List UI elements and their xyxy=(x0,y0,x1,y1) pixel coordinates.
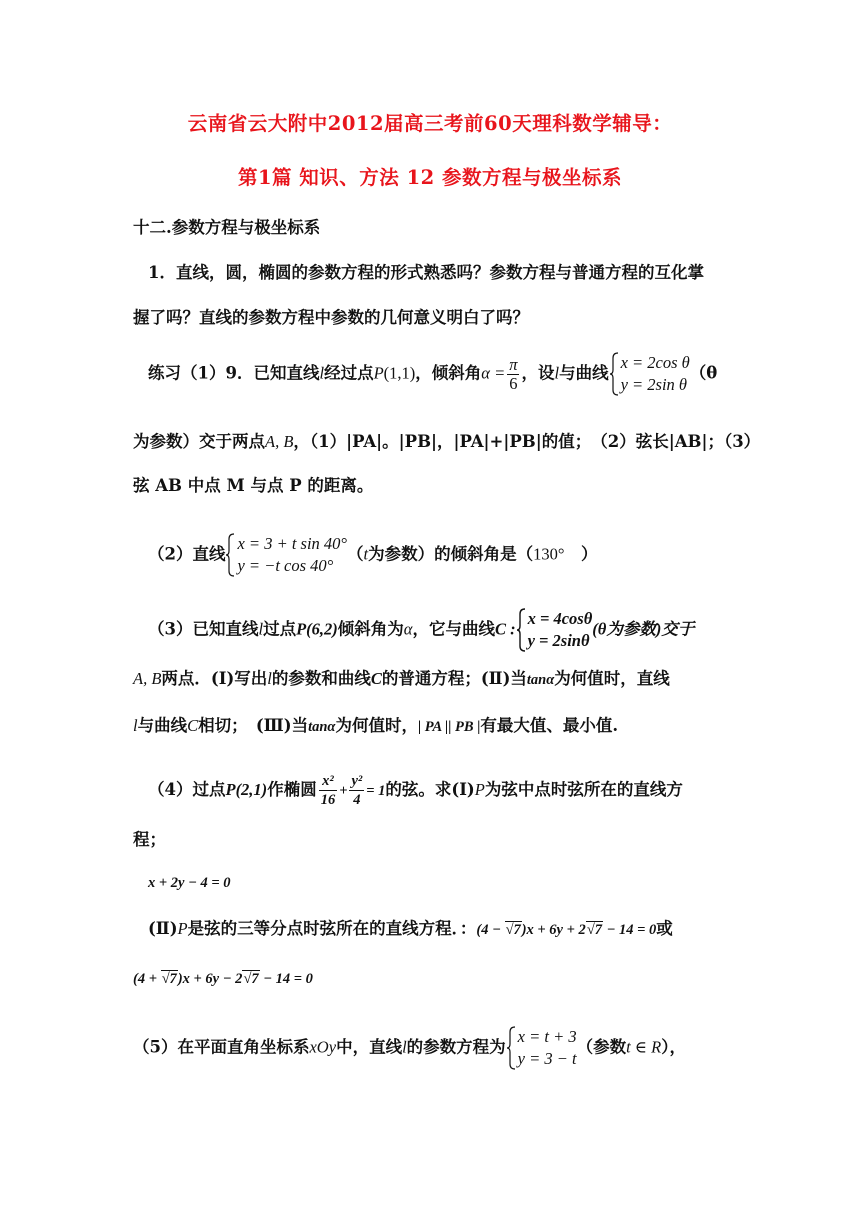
text: 为何值时， xyxy=(335,716,418,735)
doc-title-line1: 云南省云大附中2012届高三考前60天理科数学辅导： xyxy=(187,112,673,135)
fraction-x2-16 xyxy=(319,772,338,809)
exercise4-line2: 程； xyxy=(133,830,166,849)
math-tan: tanα xyxy=(308,719,336,735)
eq-part: − 14 = 0 xyxy=(602,922,657,938)
exercise1-line1 xyxy=(148,352,717,396)
system-row-1: x = 4cosθ xyxy=(527,609,593,628)
eq-part: (4 + xyxy=(133,971,161,987)
frac-den: 4 xyxy=(353,792,361,808)
doc-title-line2: 第1篇 知识、方法 12 参数方程与极坐标系 xyxy=(237,166,623,189)
exercise3-line2 xyxy=(133,667,670,692)
math-point: (1,1) xyxy=(383,363,416,383)
math-point: P(2,1) xyxy=(225,780,268,799)
text: 为参数）的倾斜角是（ xyxy=(368,544,534,564)
equation-system-line5 xyxy=(506,1026,577,1070)
fraction-y2-4 xyxy=(349,772,364,809)
brace-icon xyxy=(516,608,526,652)
brace-icon xyxy=(609,352,619,396)
math-AB: A, B xyxy=(265,432,294,451)
math-l: l xyxy=(133,716,138,735)
sqrt-7: √7 xyxy=(505,922,521,938)
exercise3-line1 xyxy=(148,608,694,652)
math-l: l xyxy=(258,619,264,639)
text: 的弦。求(Ⅰ) xyxy=(385,780,475,799)
math-C: C xyxy=(187,716,199,735)
item1-line2: 握了吗？直线的参数方程中参数的几何意义明白了吗？ xyxy=(133,308,529,327)
eq-part: )x + 6y + 2 xyxy=(521,922,586,938)
text: 相切； (Ⅲ)当 xyxy=(198,716,309,735)
exercise4-line1 xyxy=(148,772,683,809)
frac-den: 6 xyxy=(509,373,518,393)
math-plus: + xyxy=(339,783,348,799)
math-alpha: α = xyxy=(481,363,506,383)
system-row-2: y = −t cos 40° xyxy=(237,556,334,575)
exercise3-line3 xyxy=(133,714,618,739)
system-row-1: x = t + 3 xyxy=(517,1027,577,1046)
frac-num: y² xyxy=(351,773,363,789)
equation-system-line xyxy=(225,533,347,577)
exercise4-answer2 xyxy=(133,967,313,991)
equation-system-curve xyxy=(609,352,690,396)
system-row-1: x = 2cos θ xyxy=(620,353,690,372)
sqrt-7: √7 xyxy=(243,971,259,987)
system-row-1: x = 3 + t sin 40° xyxy=(237,534,348,553)
exercise4-line3 xyxy=(148,917,673,942)
text: （θ xyxy=(689,363,718,383)
math-l: l xyxy=(402,1037,407,1057)
answer-angle: 130° xyxy=(533,544,565,564)
text: ）， xyxy=(661,1037,686,1057)
text: 与曲线 xyxy=(137,716,188,735)
text: （参数 xyxy=(576,1037,627,1057)
text: 作椭圆 xyxy=(267,780,317,799)
text: （4）过点 xyxy=(148,780,226,799)
brace-icon xyxy=(506,1026,516,1070)
text: 有最大值、最小值. xyxy=(480,716,619,735)
text: 的参数和曲线 xyxy=(271,669,371,688)
text-param: (θ为参数)交于 xyxy=(592,619,695,639)
eq-part: − 14 = 0 xyxy=(259,971,313,987)
exercise5-line1 xyxy=(133,1026,686,1070)
text: ，倾斜角 xyxy=(415,363,482,383)
exercise4-answer1: x + 2y − 4 = 0 xyxy=(148,875,231,891)
math-l: l xyxy=(267,669,272,688)
system-row-2: y = 2sinθ xyxy=(527,631,590,650)
brace-icon xyxy=(225,533,235,577)
exercise1-line3: 弦 AB 中点 M 与点 P 的距离。 xyxy=(133,476,374,495)
math-C: C : xyxy=(494,619,516,639)
text: ，（1）|PA|。|PB|，|PA|+|PB|的值； （2）弦长|AB|；（3） xyxy=(293,432,761,451)
text: 的参数方程为 xyxy=(406,1037,506,1057)
math-P: P xyxy=(474,780,485,799)
text: (Ⅱ) xyxy=(148,919,178,938)
frac-num: π xyxy=(509,354,518,374)
item1-line1: 1．直线，圆，椭圆的参数方程的形式熟悉吗？参数方程与普通方程的互化掌 xyxy=(148,263,704,282)
math-xOy: xOy xyxy=(309,1037,337,1057)
eq-part: )x + 6y − 2 xyxy=(177,971,243,987)
text: （2）直线 xyxy=(148,544,226,564)
math-point: P(6,2) xyxy=(296,619,338,639)
text: 练习（1）9．已知直线 xyxy=(148,363,320,383)
text: 为何值时，直线 xyxy=(554,669,670,688)
math-expr: | PA || PB | xyxy=(417,719,481,735)
section-heading: 十二.参数方程与极坐标系 xyxy=(133,218,321,237)
text: （ xyxy=(347,544,364,564)
math-l: l xyxy=(554,363,560,383)
text: 过点 xyxy=(263,619,297,639)
frac-num: x² xyxy=(319,772,338,791)
answer-equation-1 xyxy=(476,921,656,938)
text: 的普通方程；(Ⅱ)当 xyxy=(381,669,527,688)
text: 是弦的三等分点时弦所在的直线方程．： xyxy=(187,919,477,938)
text: ，设 xyxy=(521,363,555,383)
math-AB: A, B xyxy=(133,669,162,688)
math-eq: = 1 xyxy=(366,783,386,799)
math-tan: tanα xyxy=(526,672,555,688)
system-row-2: y = 2sin θ xyxy=(620,375,688,394)
text: ，它与曲线 xyxy=(412,619,495,639)
math-alpha: α xyxy=(403,619,413,639)
text: 两点．(Ⅰ)写出 xyxy=(161,669,268,688)
text: 为参数）交于两点 xyxy=(133,432,265,451)
text: 为弦中点时弦所在的直线方 xyxy=(484,780,683,799)
math-l: l xyxy=(319,363,325,383)
text: 倾斜角为 xyxy=(337,619,404,639)
math-P: P xyxy=(373,363,384,383)
math-tR: t ∈ R xyxy=(626,1037,662,1057)
equation-system-ellipse xyxy=(516,608,593,652)
fraction-pi-6 xyxy=(507,356,519,393)
system-row-2: y = 3 − t xyxy=(517,1049,577,1068)
math-t: t xyxy=(363,544,369,564)
text: （5）在平面直角坐标系 xyxy=(133,1037,310,1057)
text: 与曲线 xyxy=(559,363,609,383)
exercise2-line xyxy=(148,533,597,577)
text: 中，直线 xyxy=(336,1037,403,1057)
eq-part: (4 − xyxy=(476,922,505,938)
text: ） xyxy=(564,544,598,564)
text: 经过点 xyxy=(324,363,374,383)
sqrt-7: √7 xyxy=(586,922,602,938)
frac-den: 16 xyxy=(320,792,336,808)
exercise1-line2 xyxy=(133,430,760,454)
math-P: P xyxy=(177,919,188,938)
math-C: C xyxy=(370,669,382,688)
text-or: 或 xyxy=(656,919,673,938)
sqrt-7: √7 xyxy=(161,971,177,987)
text: （3）已知直线 xyxy=(148,619,259,639)
